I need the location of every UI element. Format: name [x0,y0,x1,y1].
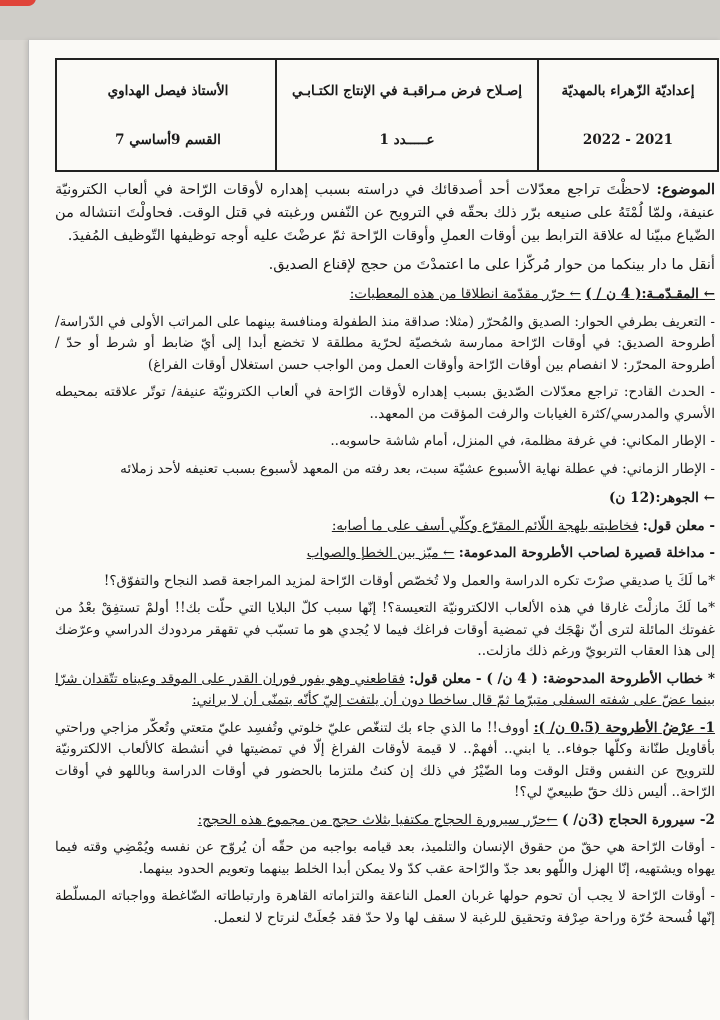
quote: *ما لَكَ مازلْتَ غارقا في هذه الألعاب الالكترونيّة التعيسة؟! إنّها سبب كلّ البلايا التي حلّت بك!! أولمْ تستفِقْ بعْدُ من غفوتك المائلة لترى أنّ نهْجَك في تمضية أوقات فراغك فيما لا يُجدي هو ما تسبّب في تقهقر مردودك الدراسي وعرّضك إلى هذا العقاب التربويّ ورغم ذلك مازلت.. [55,600,715,659]
subject-label: الموضوع: [656,181,716,198]
intro-item: - الحدث القادح: تراجع معدّلات الصّديق بسبب إهداره لأوقات الرّاحة في ألعاب الكترونيّة عنيفة/ توتّر علاقته بمحيطه الأسري والمدرسي/كثرة الغيابات والرفت المؤقت من المعهد.. [55,384,715,422]
exposition-label: 1- عرْضُ الأطروحة (0.5 ن/ ): [533,719,715,736]
class-name: القسم 9أساسي 7 [115,131,221,148]
teacher-name: الأستاذ فيصل الهداوي [107,82,229,99]
intro-heading-line [55,284,715,306]
header-title-cell [275,60,537,170]
school-name: إعداديّة الزّهراء بالمهديّة [561,82,695,99]
refuted-text: فقاطعني وهو يفور فوران القدر على الموقد وعيناه تتّقدان شرّا بينما عضّ على شفته السفلى متبرّما ثمّ قال ساخطا دون أن يلتفت إليّ كأنّه يتمنّى أن لا يراني: [55,670,715,708]
intro-item: - التعريف بطرفي الحوار: الصديق والمُحرّر (مثلا: صداقة منذ الطفولة ومنافسة بينهما على المراتب الأولى في الدّراسة/ أطروحة الصديق: في أوقات الرّاحة ممارسة شخصيّة لحرّية مطلقة لا تخضع أبدا إلى أيّ ضابط أو شرط أو حدّ / أطروحة المحرّر: لا انفصام بين أوقات الرّاحة وأوقات العمل ومن الواجب حسن استغلال أوقات الفراغ) [55,313,715,373]
says-text: فخاطبته بلهجة اللّائم المقرّع وكلّي أسف على ما أصابه: [331,517,639,534]
intervention-note: ← ميّز بين الخطإ والصواب [306,545,455,561]
argument-item: - أوقات الرّاحة لا يجب أن تحوم حولها غربان العمل الناعقة والتزاماته القاهرة وارتباطاته الضّاغطة وواجباته المسلّطة إنّها فُسحة حُرّة وراحة صِرْفة وتحقيق للرغبة لا سقف لها ولا حدّ فقد جُعلَتْ لنرتاح لا لنعمل. [55,888,715,926]
refuted-label: * خطاب الأطروحة المدحوضة: ( 4 ن/ ) - معلن قول: [409,670,715,687]
argument-item: - أوقات الرّاحة هي حقّ من حقوق الإنسان والتلميذ، بعد قيامه بواجبه من حقّه أن يُروّح عن نفسه ويُمْضِي وقته فيما يهواه ويشتهيه، إنّا الهزل واللّهو بعد جدّ والرّاحة عقب كدّ ولا يمكن أبدا الخلط بينهما وتعويم الحدود بينهما. [55,839,715,877]
subject-paragraph [55,178,715,247]
intro-item: - الإطار المكاني: في غرفة مظلمة، في المنزل، أمام شاشة حاسوبه.. [330,433,715,449]
header-teacher-cell [61,60,275,170]
exposition-text: أووف!! ما الذي جاء بك لتنغّص عليّ خلوتي وتُفسِد عليّ متعتي وتُعكّر مزاجي وراحتي بأقاويل طنّانة وكلّها جوفاء.. يا ابني.. أفهمْ.. لا قيمة لأوقات الفراغ إلّا في تمضيتها في أنشطة كالألعاب الالكترونيّة للترويح عن النفس وقتل الوقت وما الضّيْرُ في ذلك إن كنتُ ملتزما بالحضور في أوقات الدراسة وباللهو في أوقات الرّاحة.. أليس ذلك حقّ طبيعيّ لي؟! [55,719,715,800]
notification-badge [0,0,36,6]
process-note: ←حرّر سيرورة الحجاج مكتفيا بثلاث حجج من مجموع هذه الحجج: [197,811,558,828]
subject-text: لاحظْتَ تراجع معدّلات أحد أصدقائك في دراسته بسبب إهداره لأوقات الرّاحة في ألعاب الكترونيّة عنيفة، ولمّا لُمْتَهُ على صنيعه برّر ذلك بحقّه في الترويح عن النّفس ورغبته في قتل الوقت. فحاولْتَ انتشاله من الضّياع مبيّنا له علاقة الترابط بين أوقات العملِ وأوقات الرّاحة ثمّ عرضْتَ عليه أوجه توظيفها التّوظيف المُفيدَ. [55,181,715,244]
refuted-thesis-paragraph [55,669,715,712]
says-line [55,516,715,538]
body-heading: ← الجوهر:(12 ن) [608,490,715,506]
instruction: أنقل ما دار بينكما من حوار مُركّزا على ما اعتمدْتَ من حجج لإقناع الصديق. [268,256,715,273]
intervention-label: - مداخلة قصيرة لصاحب الأطروحة المدعومة: [458,545,715,561]
intro-item: - الإطار الزماني: في عطلة نهاية الأسبوع عشيّة سبت، بعد رفته من المعهد لأسبوع بسبب تعنيفه لأحد زملائه [120,460,715,477]
intervention-line [55,543,715,565]
intro-heading-note: ← حرّر مقدّمة انطلاقا من هذه المعطيات: [349,286,581,302]
header-school-cell [537,60,717,170]
intro-heading: ← المقـدّمـة:( 4 ن / ) [585,286,715,302]
document-number: عـــــدد 1 [379,131,435,148]
process-label: 2- سيرورة الحجاج (3ن/ ) [562,811,715,828]
thesis-exposition-paragraph [55,718,715,804]
document-title: إصـلاح فرض مـراقبـة في الإنتاج الكتـابـي [292,82,523,99]
document-page [28,40,720,1020]
app-top-bar [0,0,720,40]
document-header-table [55,58,719,172]
says-label: - معلن قول: [642,517,715,534]
quote: *ما لَكَ يا صديقي صرْتَ تكره الدراسة والعمل ولا تُخصّص أوقات الرّاحة لمزيد المراجعة قصد النجاح والتفوّق؟! [103,572,715,589]
argument-process-line [55,810,715,832]
document-body [55,178,715,935]
school-year: 2022 - 2021 [582,131,674,148]
